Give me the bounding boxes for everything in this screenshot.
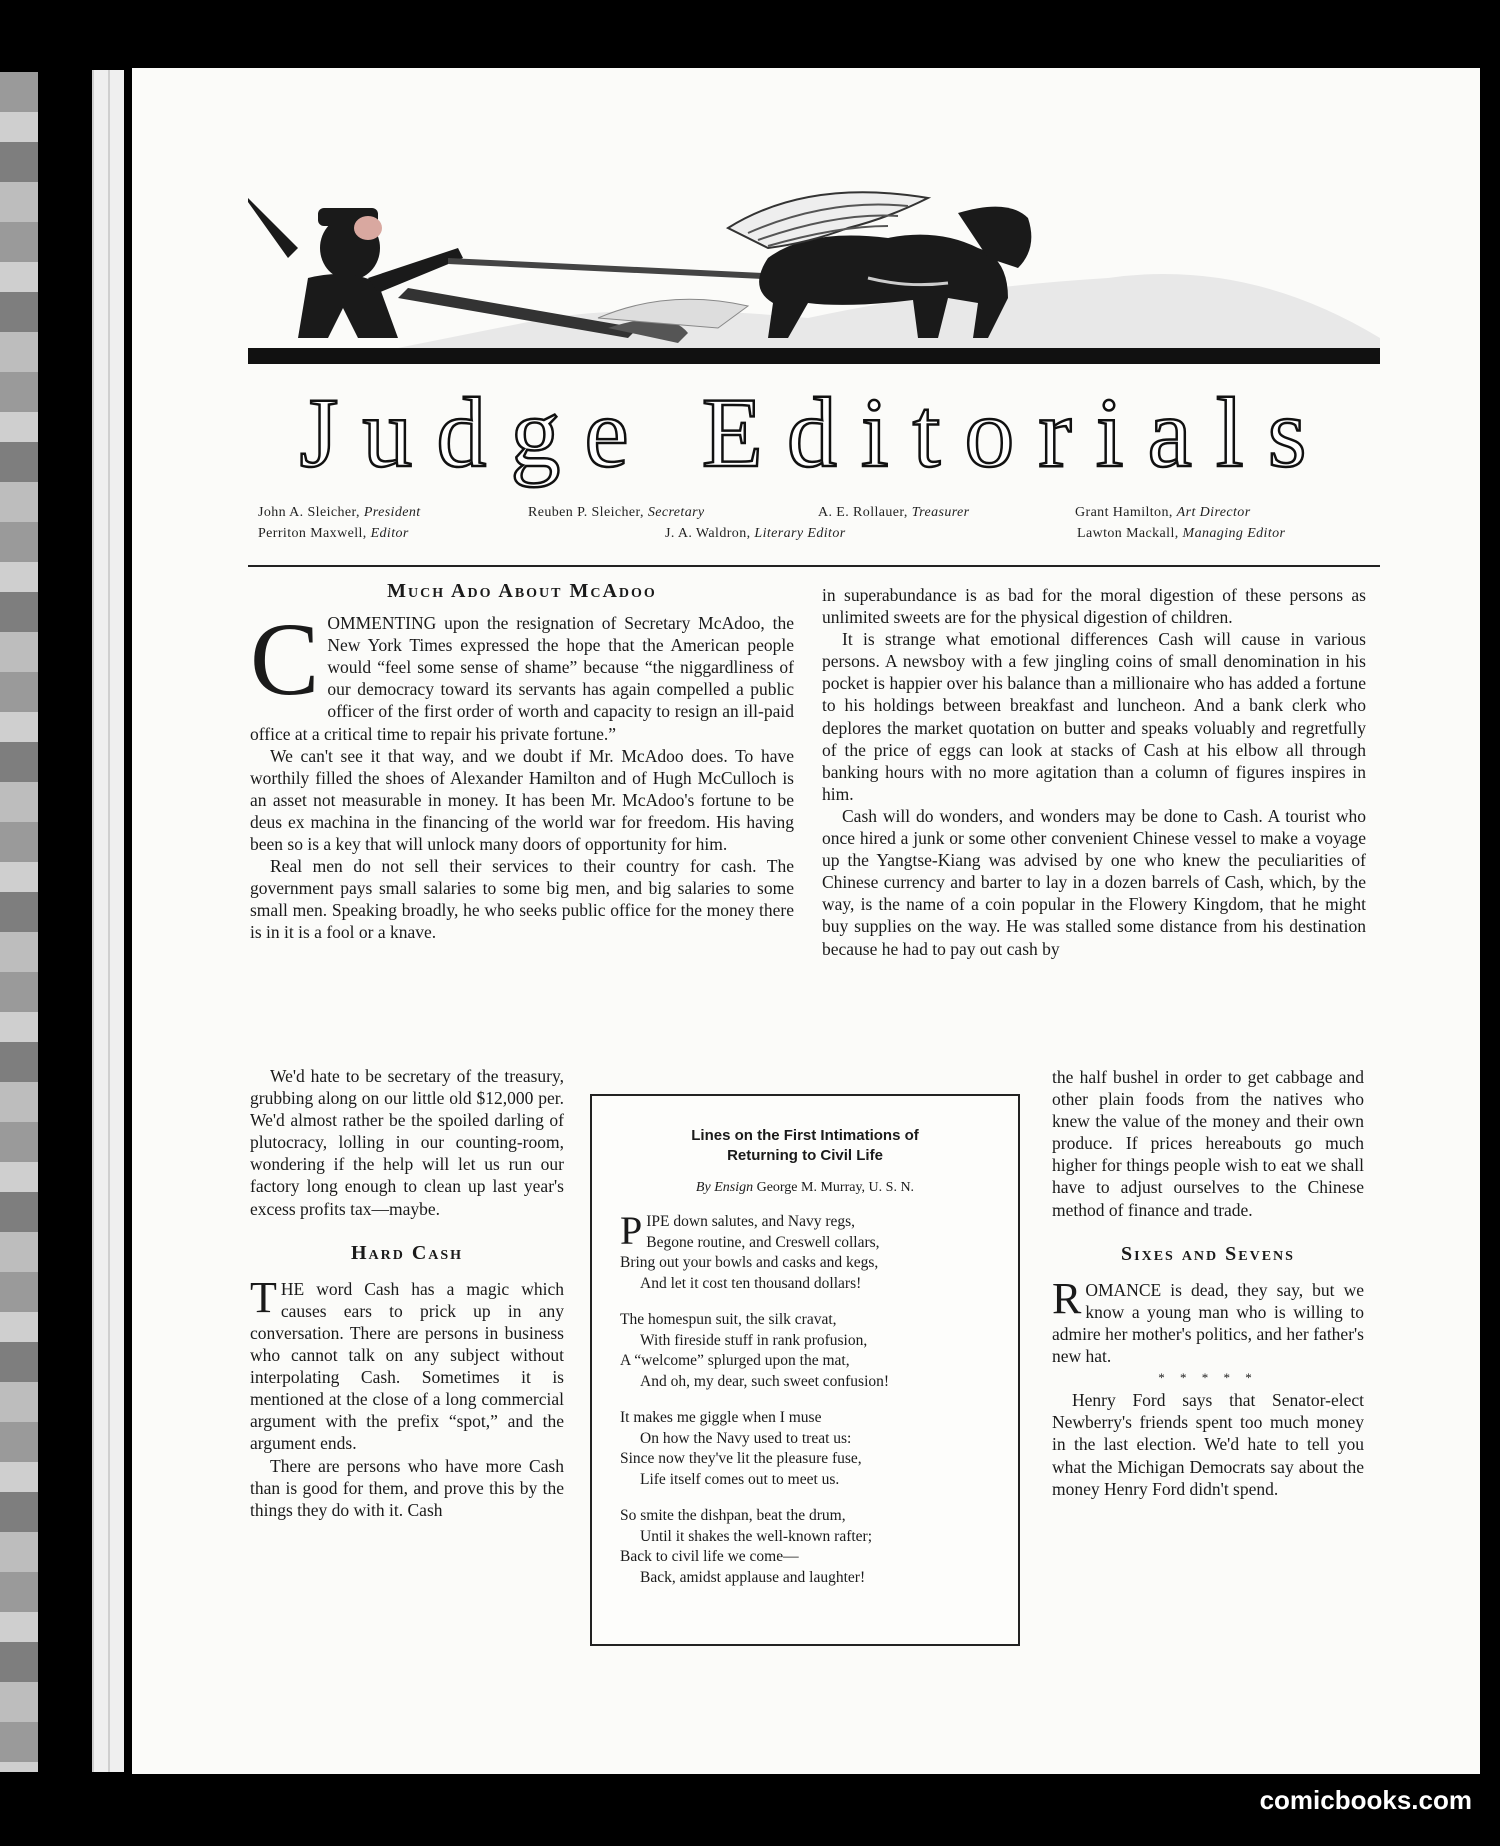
header-illustration — [248, 188, 1380, 368]
poem-line: A “welcome” splurged upon the mat, — [620, 1352, 850, 1369]
poem-line: And let it cost ten thousand dollars! — [640, 1274, 862, 1292]
poem-stanza-3 — [620, 1408, 1018, 1490]
paragraph: the half bushel in order to get cabbage and other plain foods from the natives who knew the value of the money and their own produce. If prices hereabouts go much higher for things people wish to eat we shall have to adjust ourselves to the Chinese method of finance and trade. — [1052, 1067, 1364, 1220]
poem-line: Back, amidst applause and laughter! — [640, 1568, 866, 1586]
poem-stanza-2 — [620, 1310, 1018, 1392]
dropcap-p: P — [620, 1208, 643, 1253]
paragraph: HE word Cash has a magic which causes ears to prick up in any conversation. There are persons in business who cannot talk on any subject without interpolating Cash. Sometimes it is mentioned at the close of a long commercial argument with the prefix “spot,” and the argument ends. — [250, 1278, 564, 1454]
page-edge — [92, 70, 108, 1772]
article-mcadoo-continued — [250, 1065, 564, 1521]
paragraph: Real men do not sell their services to their country for cash. The government pays small salaries to some big men, and big salaries to some small men. Speaking broadly, he who seeks public office for the money there is in it is a fool or a knave. — [250, 856, 794, 943]
paragraph: There are persons who have more Cash than is good for them, and prove this by the things they do with it. Cash — [250, 1455, 564, 1520]
poem-title-line: Returning to Civil Life — [727, 1147, 883, 1164]
poem-line: Back to civil life we come— — [620, 1548, 799, 1565]
section-stars: * * * * * — [1158, 1370, 1258, 1386]
headline-hard-cash: Hard Cash — [350, 1241, 464, 1264]
poem-stanza-1 — [620, 1208, 1018, 1294]
paragraph: We'd hate to be secretary of the treasury, grubbing along on our little old $12,000 per. We'd almost rather be the spoiled darling of plutocracy, lolling in our counting-room, wondering if the help will let us run our factory long enough to clean up last year's excess profits tax—maybe. — [250, 1066, 564, 1219]
article-hard-cash-continued — [822, 584, 1366, 960]
poem-line: With fireside stuff in rank profusion, — [640, 1331, 868, 1349]
poem-line: Until it shakes the well-known rafter; — [640, 1527, 873, 1545]
dropcap-r: R — [1052, 1273, 1082, 1323]
dropcap-t: T — [250, 1272, 277, 1322]
staff-secretary: Reuben P. Sleicher, Secretary — [528, 505, 705, 520]
poem-line: On how the Navy used to treat us: — [640, 1429, 852, 1447]
staff-literary-editor: J. A. Waldron, Literary Editor — [665, 526, 846, 541]
paragraph: OMANCE is dead, they say, but we know a young man who is willing to admire her mother's politics, and her father's new hat. — [1052, 1279, 1364, 1367]
poem-line: So smite the dishpan, beat the drum, — [620, 1507, 846, 1524]
poem-line: Begone routine, and Creswell collars, — [646, 1233, 880, 1251]
poem-byline: By Ensign George M. Murray, U. S. N. — [695, 1180, 915, 1195]
paragraph: It is strange what emotional differences Cash will cause in various persons. A newsboy with a few jingling coins of small denomination in his pocket is happier over his balance than a millionaire who has added a fortune to his holdings between breakfast and luncheon. And a bank clerk who deplores the market quotation on butter and speaks voluably and regretfully of the price of eggs can look at stacks of Cash at his elbow all through banking hours with no more agitation than a column of figures inspires in him. — [822, 629, 1366, 804]
article-mcadoo — [250, 580, 794, 944]
staff-managing-editor: Lawton Mackall, Managing Editor — [1077, 526, 1286, 541]
staff-editor: Perriton Maxwell, Editor — [258, 526, 409, 541]
page-edge — [108, 70, 124, 1772]
poem-stanza-4 — [620, 1506, 1018, 1588]
poem-box — [590, 1094, 1020, 1646]
staff-treasurer: A. E. Rollauer, Treasurer — [818, 505, 970, 520]
poem-line: And oh, my dear, such sweet confusion! — [640, 1372, 890, 1390]
paragraph: We can't see it that way, and we doubt if Mr. McAdoo does. To have worthily filled the shoes of Alexander Hamilton and of Hugh McCulloch is an asset not measurable in money. It has been Mr. McAdoo's fortune to be deus ex machina in the financing of the world war for freedom. His having been so is a key that will unlock many doors of opportunity for him. — [250, 745, 794, 855]
header-rule — [248, 565, 1380, 567]
paragraph: in superabundance is as bad for the moral digestion of these persons as unlimited sweets are for the physical digestion of children. — [822, 585, 1366, 628]
poem-line: Bring out your bowls and casks and kegs, — [620, 1254, 879, 1271]
staff-president: John A. Sleicher, President — [258, 505, 421, 520]
poem-title-line: Lines on the First Intimations of — [691, 1127, 919, 1144]
poem-line: The homespun suit, the silk cravat, — [620, 1311, 837, 1328]
paragraph: OMMENTING upon the resignation of Secretary McAdoo, the New York Times expressed the hope that the American people would “feel some sense of shame” because “the niggardliness of our democracy toward its servants has again compelled a public officer of the first order of worth and capacity to resign an ill-paid office at a critical time to repair his private fortune.” — [250, 613, 794, 744]
book-binding — [0, 72, 38, 1772]
poem-line: It makes me giggle when I muse — [620, 1409, 822, 1426]
poem-line: Since now they've lit the pleasure fuse, — [620, 1450, 862, 1467]
masthead-title — [245, 380, 1385, 490]
poem-line: Life itself comes out to meet us. — [640, 1470, 840, 1488]
paragraph: Henry Ford says that Senator-elect Newberry's friends spent too much money in the last election. We'd hate to tell you what the Michigan Democrats say about the money Henry Ford didn't spend. — [1052, 1390, 1364, 1499]
watermark-text: comicbooks.com — [1259, 1785, 1472, 1815]
dropcap-c: C — [250, 602, 320, 718]
article-sixes-sevens — [1052, 1066, 1364, 1500]
masthead-text: Judge Editorials — [299, 380, 1331, 488]
poem-line: IPE down salutes, and Navy regs, — [646, 1213, 856, 1230]
headline-mcadoo: Much Ado About McAdoo — [387, 580, 657, 602]
poem-title — [592, 1126, 1018, 1166]
paragraph: Cash will do wonders, and wonders may be done to Cash. A tourist who once hired a junk or some other convenient Chinese vessel to make a voyage up the Yangtse-Kiang was advised by one who knew the peculiarities of Chinese currency and barter to lay in a dozen barrels of Cash, which, by the way, is the name of a coin popular in the Flowery Kingdom, that he might buy supplies on the way. He was stalled some distance from his destination because he had to pay out cash by — [822, 805, 1366, 959]
headline-sixes-sevens: Sixes and Sevens — [1121, 1242, 1295, 1265]
staff-art-director: Grant Hamilton, Art Director — [1075, 505, 1251, 520]
